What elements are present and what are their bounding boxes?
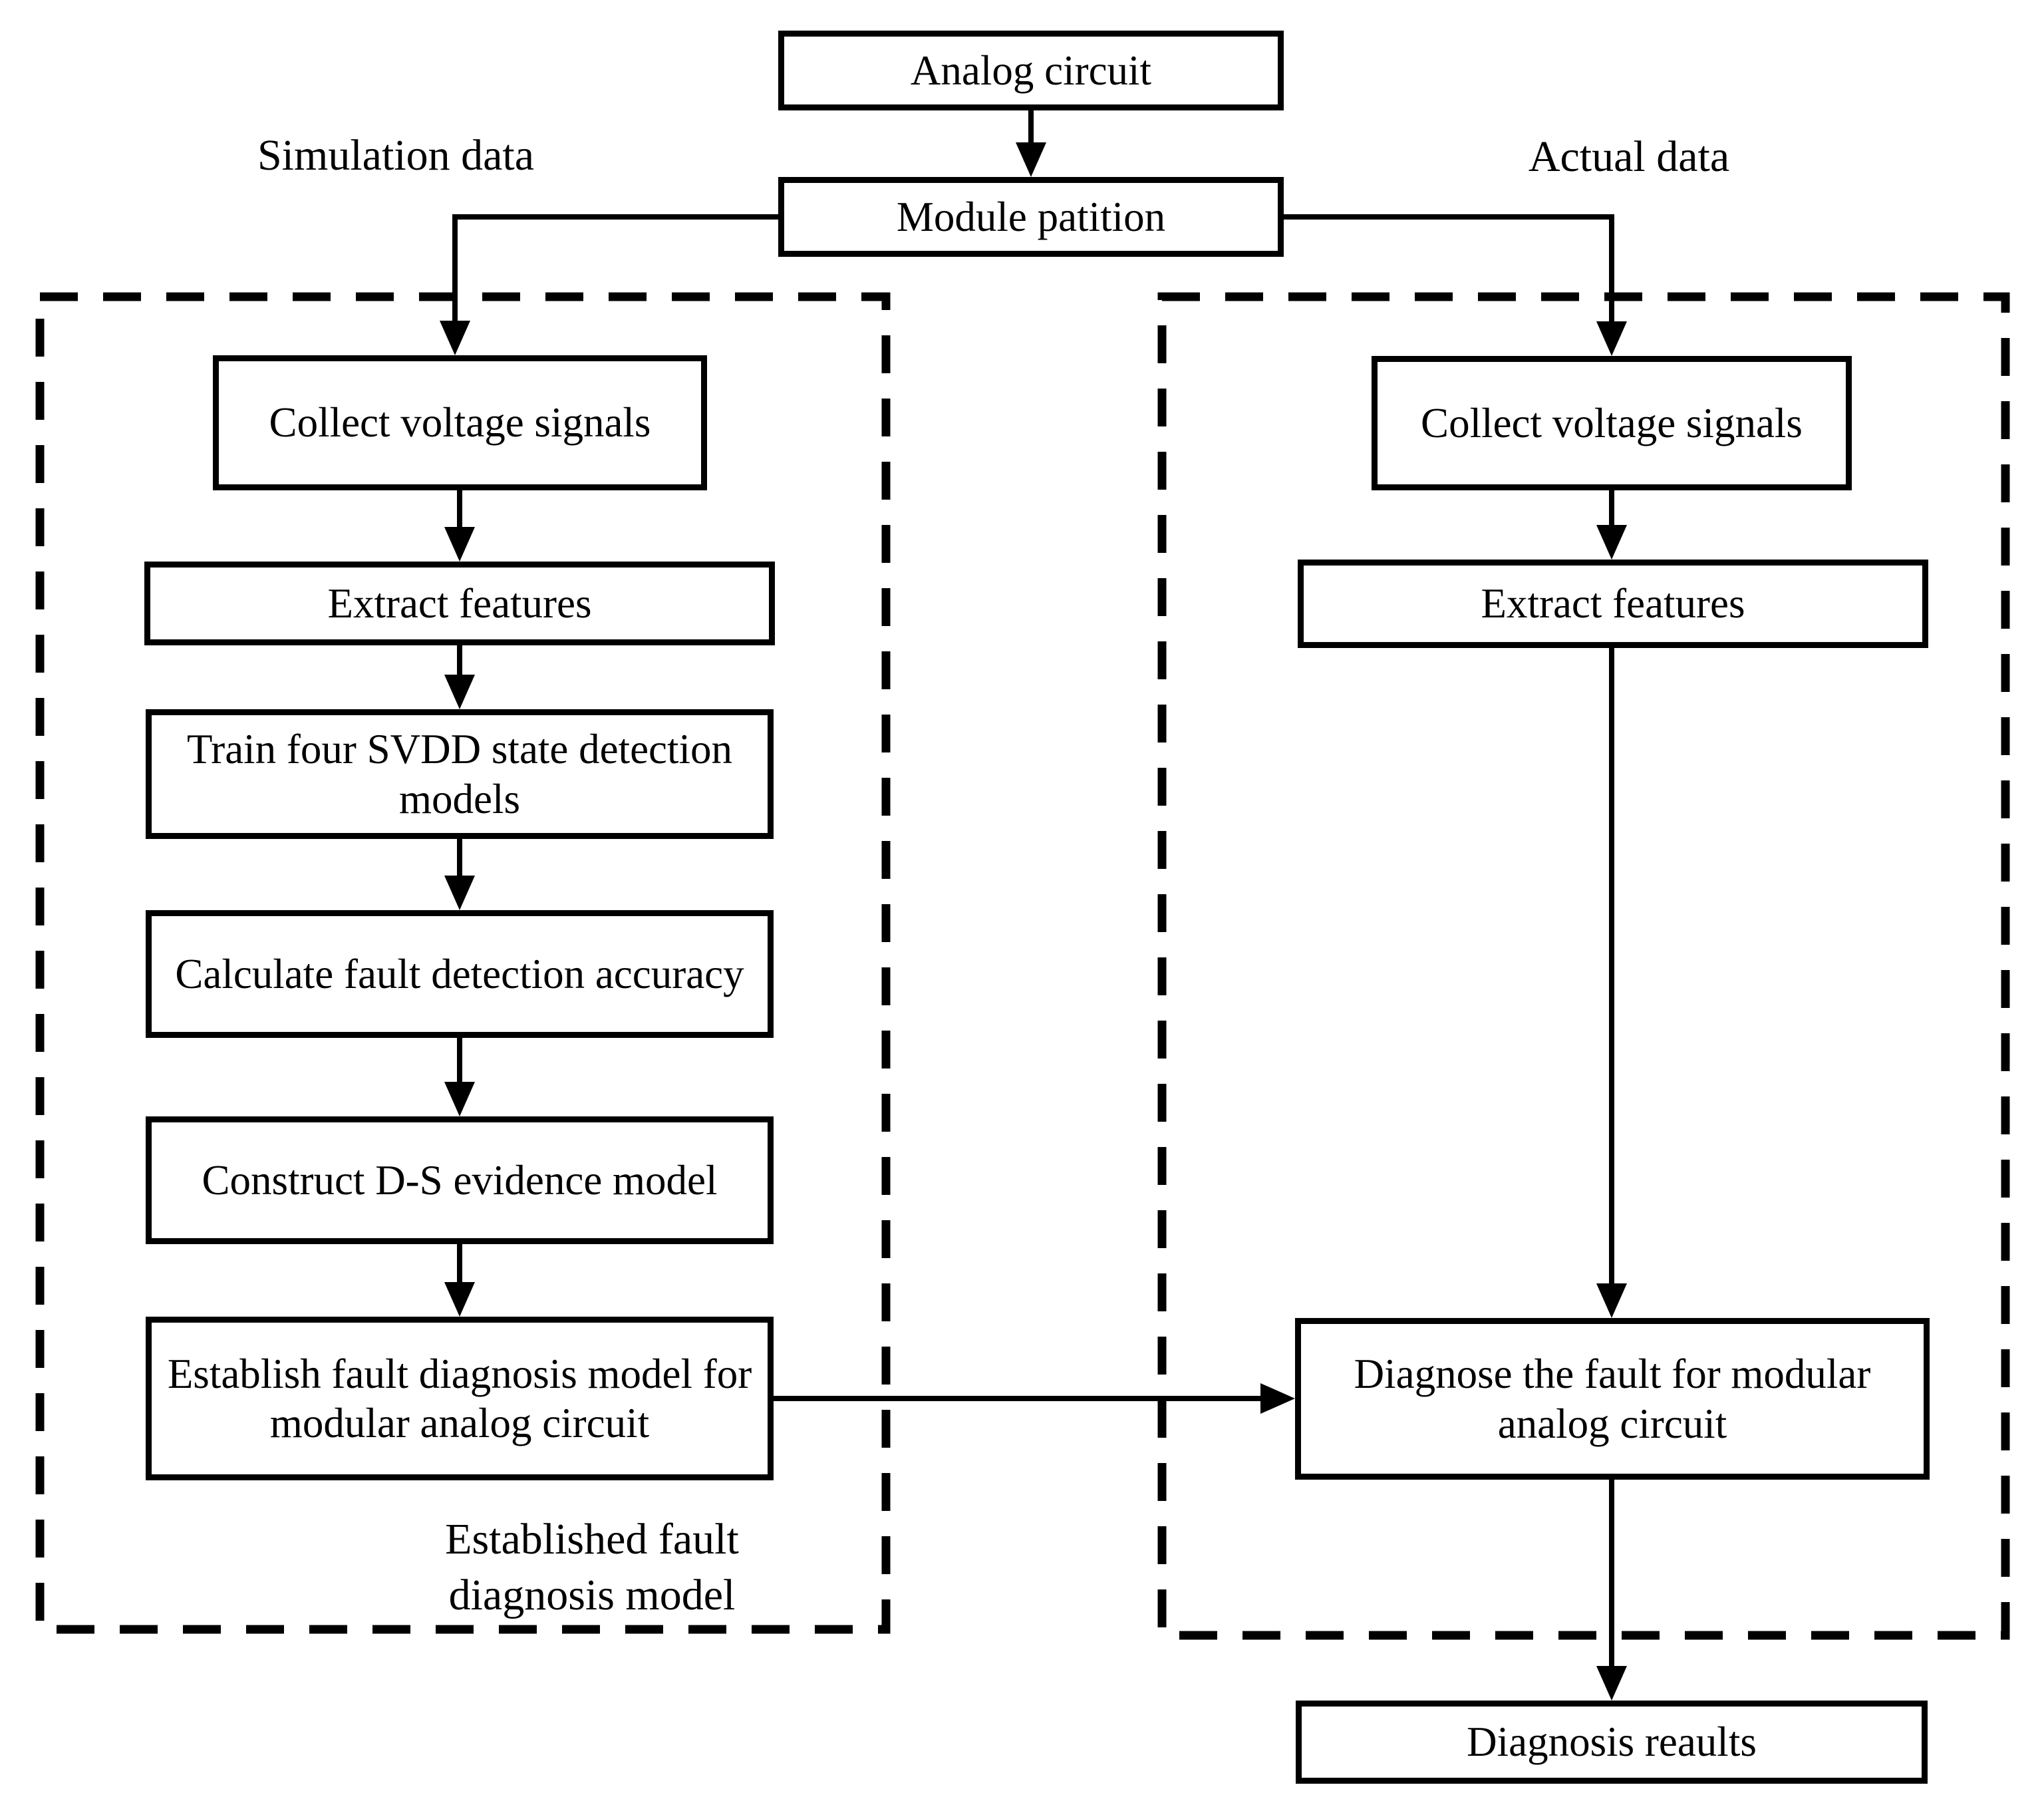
actual-data-label: Actual data bbox=[1528, 132, 1730, 181]
node-analog-circuit: Analog circuit bbox=[778, 31, 1284, 110]
connector-module-to-act-collect bbox=[1284, 217, 1627, 356]
node-sim-construct-ds-model: Construct D-S evidence model bbox=[146, 1116, 774, 1244]
node-act-extract-features: Extract features bbox=[1298, 560, 1928, 648]
arrow-sim-extract-to-train bbox=[444, 645, 475, 709]
arrow-diagnose-to-results bbox=[1596, 1480, 1627, 1701]
node-sim-train-svdd-models: Train four SVDD state detection models bbox=[146, 709, 774, 839]
arrow-establish-to-diagnose bbox=[774, 1383, 1295, 1414]
arrow-sim-construct-to-establish bbox=[444, 1244, 475, 1317]
arrow-act-collect-to-extract bbox=[1596, 490, 1627, 560]
established-model-label bbox=[359, 1512, 825, 1624]
arrow-sim-collect-to-extract bbox=[444, 490, 475, 562]
arrow-sim-calculate-to-construct bbox=[444, 1038, 475, 1116]
arrow-analog-to-module bbox=[1016, 110, 1046, 177]
arrow-act-extract-to-diagnose bbox=[1596, 648, 1627, 1318]
arrow-sim-train-to-calculate bbox=[444, 839, 475, 910]
connector-module-to-sim-collect bbox=[440, 217, 778, 355]
node-diagnosis-results: Diagnosis reaults bbox=[1296, 1701, 1928, 1784]
node-sim-calculate-accuracy: Calculate fault detection accuracy bbox=[146, 910, 774, 1038]
node-act-collect-voltage-signals: Collect voltage signals bbox=[1372, 356, 1852, 490]
established-model-label-line2: diagnosis model bbox=[448, 1571, 736, 1620]
established-model-label-line1: Established fault bbox=[445, 1515, 739, 1563]
node-sim-extract-features: Extract features bbox=[144, 562, 775, 645]
node-module-partition: Module patition bbox=[778, 177, 1284, 257]
simulation-data-label: Simulation data bbox=[257, 131, 535, 180]
node-sim-establish-diagnosis-model: Establish fault diagnosis model for modular analog circuit bbox=[146, 1317, 774, 1480]
node-act-diagnose-fault: Diagnose the fault for modular analog circuit bbox=[1295, 1318, 1930, 1480]
node-sim-collect-voltage-signals: Collect voltage signals bbox=[213, 355, 707, 490]
